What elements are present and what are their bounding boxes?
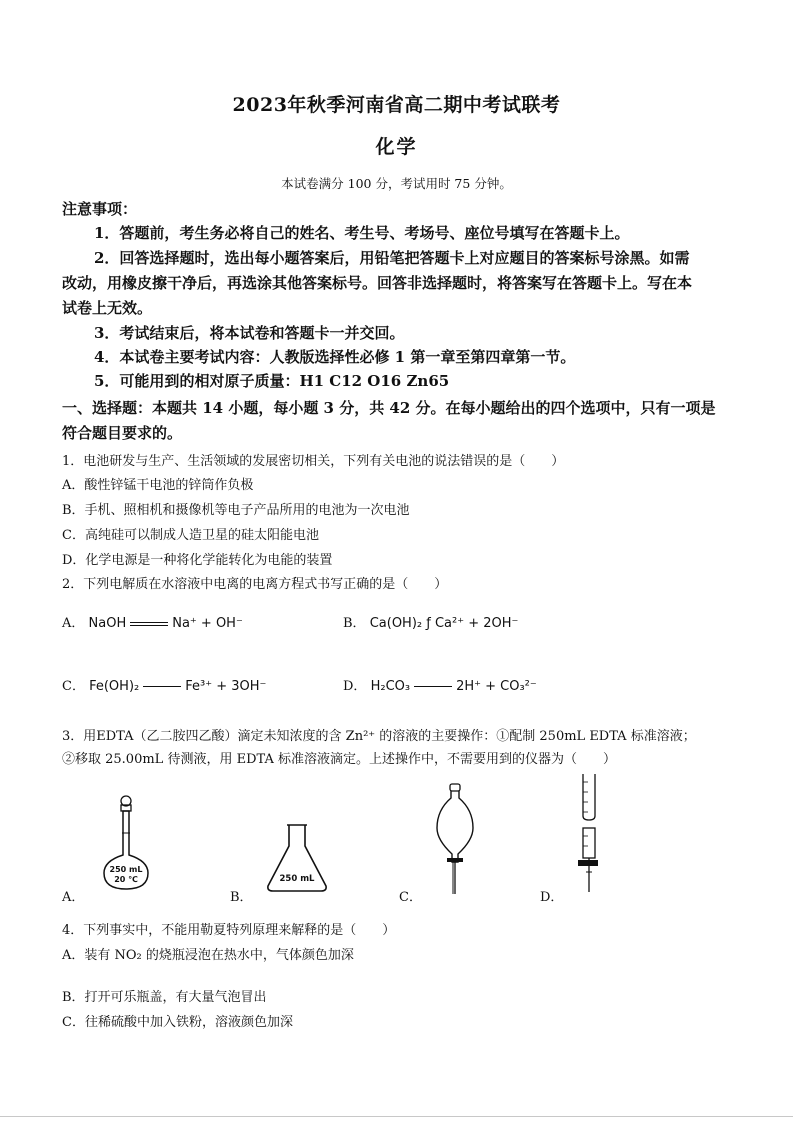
q2-a-lhs: NaOH [88, 616, 127, 631]
q2-option-b [343, 612, 518, 631]
q2-option-d [343, 675, 537, 694]
q1-option-d: D．化学电源是一种将化学能转化为电能的装置 [62, 553, 333, 568]
exam-meta: 本试卷满分 100 分，考试用时 75 分钟。 [281, 176, 512, 191]
section1-line1: 一、选择题：本题共 14 小题，每小题 3 分，共 42 分。在每小题给出的四个选项中，只有一项是 [62, 399, 716, 417]
q2-option-c [62, 675, 266, 694]
q3-line1: 3．用EDTA（乙二胺四乙酸）滴定未知浓度的含 Zn²⁺ 的溶液的主要操作：①配制 250mL EDTA 标准溶液； [62, 729, 696, 744]
q1-option-b: B．手机、照相机和摄像机等电子产品所用的电池为一次电池 [62, 503, 410, 518]
exam-subject: 化学 [375, 136, 418, 158]
notes-heading: 注意事项： [62, 200, 138, 218]
q2-c-label: C． [62, 679, 85, 694]
volumetric-flask-figure [96, 793, 166, 893]
q4-option-b: B．打开可乐瓶盖，有大量气泡冒出 [62, 990, 267, 1005]
note-2b: 改动，用橡皮擦干净后，再选涂其他答案标号。回答非选择题时，将答案写在答题卡上。写在本 [62, 274, 693, 292]
note-5: 5．可能用到的相对原子质量：H1 C12 O16 Zn65 [94, 372, 450, 390]
q2-d-rhs: 2H⁺ + CO₃²⁻ [456, 679, 537, 694]
volumetric-flask-icon [96, 793, 166, 893]
reaction-arrow-icon [414, 686, 452, 687]
flask-temp-label: 20 ℃ [114, 875, 138, 884]
q1-stem: 1．电池研发与生产、生活领域的发展密切相关，下列有关电池的说法错误的是（ ） [62, 454, 565, 469]
q2-d-lhs: H₂CO₃ [370, 679, 411, 694]
burette-figure [574, 772, 604, 896]
q2-b-label: B． [343, 616, 366, 631]
q1-option-c: C．高纯硅可以制成人造卫星的硅太阳能电池 [62, 528, 319, 543]
flask-volume-label: 250 mL [109, 865, 143, 874]
burette-icon [574, 772, 604, 896]
q2-b-equation: Ca(OH)₂ ƒ Ca²⁺ + 2OH⁻ [369, 616, 519, 631]
q2-c-rhs: Fe³⁺ + 3OH⁻ [185, 679, 267, 694]
q2-stem: 2．下列电解质在水溶液中电离的电离方程式书写正确的是（ ） [62, 577, 448, 592]
q4-option-c: C．往稀硫酸中加入铁粉，溶液颜色加深 [62, 1015, 293, 1030]
double-line-equals-icon [130, 622, 168, 626]
exam-title: 2023年秋季河南省高二期中考试联考 [232, 94, 561, 116]
page-bottom-rule [0, 1116, 793, 1117]
reaction-arrow-icon [143, 686, 181, 687]
note-2c: 试卷上无效。 [62, 299, 153, 317]
q2-option-a [62, 612, 243, 631]
separatory-funnel-figure [433, 782, 477, 896]
q3-option-a-label: A． [62, 890, 85, 905]
q1-option-a: A．酸性锌锰干电池的锌筒作负极 [62, 478, 254, 493]
erlenmeyer-flask-figure [262, 822, 332, 894]
section1-line2: 符合题目要求的。 [62, 424, 183, 442]
q3-option-d-label: D． [540, 890, 564, 905]
q2-a-rhs: Na⁺ + OH⁻ [172, 616, 243, 631]
separatory-funnel-icon [433, 782, 477, 896]
erlenmeyer-volume-label: 250 mL [279, 874, 315, 884]
q2-c-lhs: Fe(OH)₂ [89, 679, 140, 694]
q2-d-label: D． [343, 679, 367, 694]
note-2a: 2．回答选择题时，选出每小题答案后，用铅笔把答题卡上对应题目的答案标号涂黑。如需 [94, 249, 690, 267]
note-1: 1．答题前，考生务必将自己的姓名、考生号、考场号、座位号填写在答题卡上。 [94, 224, 630, 242]
erlenmeyer-flask-icon [262, 822, 332, 894]
note-4: 4．本试卷主要考试内容：人教版选择性必修 1 第一章至第四章第一节。 [94, 348, 576, 366]
q4-option-a: A．装有 NO₂ 的烧瓶浸泡在热水中，气体颜色加深 [62, 948, 354, 963]
q4-stem: 4．下列事实中，不能用勒夏特列原理来解释的是（ ） [62, 923, 396, 938]
note-3: 3．考试结束后，将本试卷和答题卡一并交回。 [94, 324, 405, 342]
q3-option-b-label: B． [230, 890, 253, 905]
q3-line2: ②移取 25.00mL 待测液，用 EDTA 标准溶液滴定。上述操作中，不需要用到的仪器为（ ） [62, 752, 616, 767]
q2-a-label: A． [62, 616, 85, 631]
q3-option-c-label: C． [399, 890, 422, 905]
